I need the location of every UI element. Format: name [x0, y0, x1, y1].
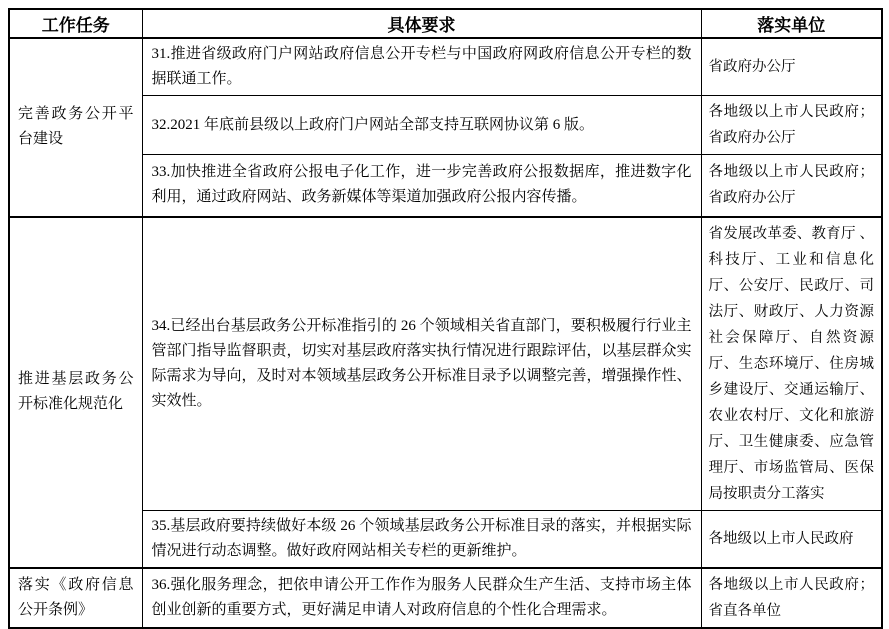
table-row: [9, 38, 882, 96]
header-cell-task: 工作任务: [9, 9, 142, 38]
task-group-cell: 落实《政府信息公开条例》: [9, 568, 142, 628]
unit-cell: 各地级以上市人民政府；省政府办公厅: [701, 155, 882, 217]
requirement-cell: 35.基层政府要持续做好本级 26 个领域基层政务公开标准目录的落实，并根据实际情况进行动态调整。做好政府网站相关专栏的更新维护。: [142, 510, 701, 568]
task-group-cell: 完善政务公开平台建设: [9, 38, 142, 217]
document-table: [8, 8, 883, 629]
requirement-cell: 32.2021 年底前县级以上政府门户网站全部支持互联网协议第 6 版。: [142, 96, 701, 155]
unit-cell: 各地级以上市人民政府: [701, 510, 882, 568]
header-cell-unit: 落实单位: [701, 9, 882, 38]
requirement-cell: 33.加快推进全省政府公报电子化工作，进一步完善政府公报数据库，推进数字化利用，通过政府网站、政务新媒体等渠道加强政府公报内容传播。: [142, 155, 701, 217]
requirement-cell: 36.强化服务理念，把依申请公开工作作为服务人民群众生产生活、支持市场主体创业创新的重要方式，更好满足申请人对政府信息的个性化合理需求。: [142, 568, 701, 628]
unit-cell: 各地级以上市人民政府；省政府办公厅: [701, 96, 882, 155]
requirement-cell: 34.已经出台基层政务公开标准指引的 26 个领域相关省直部门，要积极履行行业主管部门指导监督职责，切实对基层政府落实执行情况进行跟踪评估，以基层群众实际需求为导向，及时对本领域基层政务公开标准目录予以调整完善，增强操作性、实效性。: [142, 217, 701, 511]
table-header: [9, 9, 882, 38]
unit-cell: 省政府办公厅: [701, 38, 882, 96]
header-cell-requirement: 具体要求: [142, 9, 701, 38]
task-group-cell: 推进基层政务公开标准化规范化: [9, 217, 142, 568]
table-body: [9, 38, 882, 628]
requirement-cell: 31.推进省级政府门户网站政府信息公开专栏与中国政府网政府信息公开专栏的数据联通工作。: [142, 38, 701, 96]
table-row: [9, 568, 882, 628]
unit-cell: 各地级以上市人民政府；省直各单位: [701, 568, 882, 628]
unit-cell: 省发展改革委、教育厅 、科技厅、工业和信息化厅、公安厅、民政厅、司法厅、财政厅、人力资源社会保障厅、自然资源厅、生态环境厅、住房城乡建设厅、交通运输厅、农业农村厅、文化和旅游厅、卫生健康委、应急管理厅、市场监管局、医保局按职责分工落实: [701, 217, 882, 511]
table-row: [9, 217, 882, 511]
header-row: [9, 9, 882, 38]
